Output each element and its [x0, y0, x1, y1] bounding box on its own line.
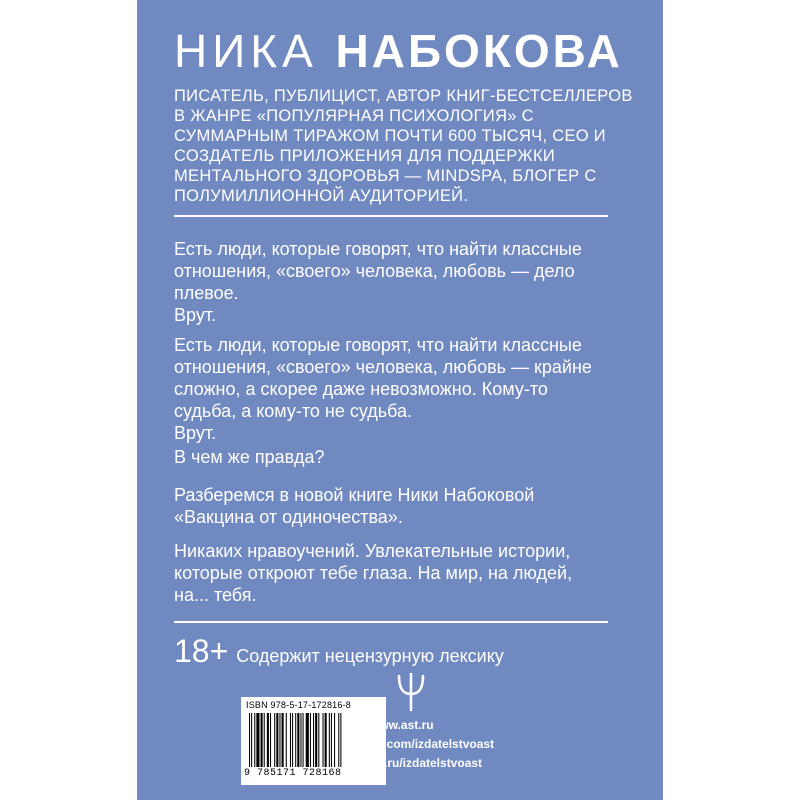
psi-logo-icon [396, 672, 426, 712]
book-back-cover [137, 0, 663, 800]
author-last-name: НАБОКОВА [335, 25, 623, 77]
blurb-paragraph-2 [174, 334, 614, 444]
author-name [174, 25, 623, 77]
isbn-label: ISBN 978-5-17-172816-8 [246, 700, 351, 710]
publisher-links [370, 716, 494, 773]
blurb-paragraph-3 [174, 446, 614, 468]
content-warning: Содержит нецензурную лексику [236, 646, 504, 666]
blurb-line: судьба, а кому-то не судьба. [174, 401, 413, 421]
ok-link[interactable]: ok.ru/izdatelstvoast [370, 756, 483, 770]
barcode-digits: 9 785171 728168 [244, 768, 342, 779]
blurb-line: Врут. [174, 305, 217, 325]
author-first-name: НИКА [174, 25, 318, 77]
age-rating-value: 18+ [174, 633, 229, 669]
blurb-line: отношения, «своего» человека, любовь — крайне [174, 357, 592, 377]
blurb-line: на... тебя. [174, 585, 257, 605]
age-rating [174, 632, 504, 670]
blurb-line: отношения, «своего» человека, любовь — дело [174, 261, 575, 281]
divider-bottom [174, 621, 608, 623]
blurb-line: «Вакцина от одиночества». [174, 507, 403, 527]
blurb-line: В чем же правда? [174, 447, 325, 467]
barcode-icon [249, 713, 379, 767]
blurb-line: которые откроют тебе глаза. На мир, на людей, [174, 563, 573, 583]
blurb-line: Есть люди, которые говорят, что найти классные [174, 335, 582, 355]
blurb-line: Врут. [174, 423, 217, 443]
blurb-line: плевое. [174, 283, 239, 303]
blurb-paragraph-1 [174, 238, 614, 326]
divider-top [174, 215, 608, 217]
blurb-line: Разберемся в новой книге Ники Набоковой [174, 485, 535, 505]
vk-link[interactable]: vk.com/izdatelstvoast [370, 737, 495, 751]
blurb-line: Никаких нравоучений. Увлекательные истории, [174, 541, 571, 561]
blurb-line: Есть люди, которые говорят, что найти классные [174, 239, 582, 259]
blurb-paragraph-4 [174, 484, 614, 528]
blurb-paragraph-5 [174, 540, 614, 606]
author-bio: ПИСАТЕЛЬ, ПУБЛИЦИСТ, АВТОР КНИГ-БЕСТСЕЛЛЕРОВ В ЖАНРЕ «ПОПУЛЯРНАЯ ПСИХОЛОГИЯ» С СУММАРНЫМ ТИРАЖОМ ПОЧТИ 600 ТЫСЯЧ, CEO И СОЗДАТЕЛЬ ПРИЛОЖЕНИЯ ДЛЯ ПОДДЕРЖКИ МЕНТАЛЬНОГО ЗДОРОВЬЯ — MINDSPA, БЛОГЕР С ПОЛУМИЛЛИОННОЙ АУДИТОРИЕЙ. [174, 87, 633, 205]
barcode-block [241, 697, 386, 785]
blurb-line: сложно, а скорее даже невозможно. Кому-то [174, 379, 548, 399]
website-link[interactable]: www.ast.ru [370, 718, 434, 732]
